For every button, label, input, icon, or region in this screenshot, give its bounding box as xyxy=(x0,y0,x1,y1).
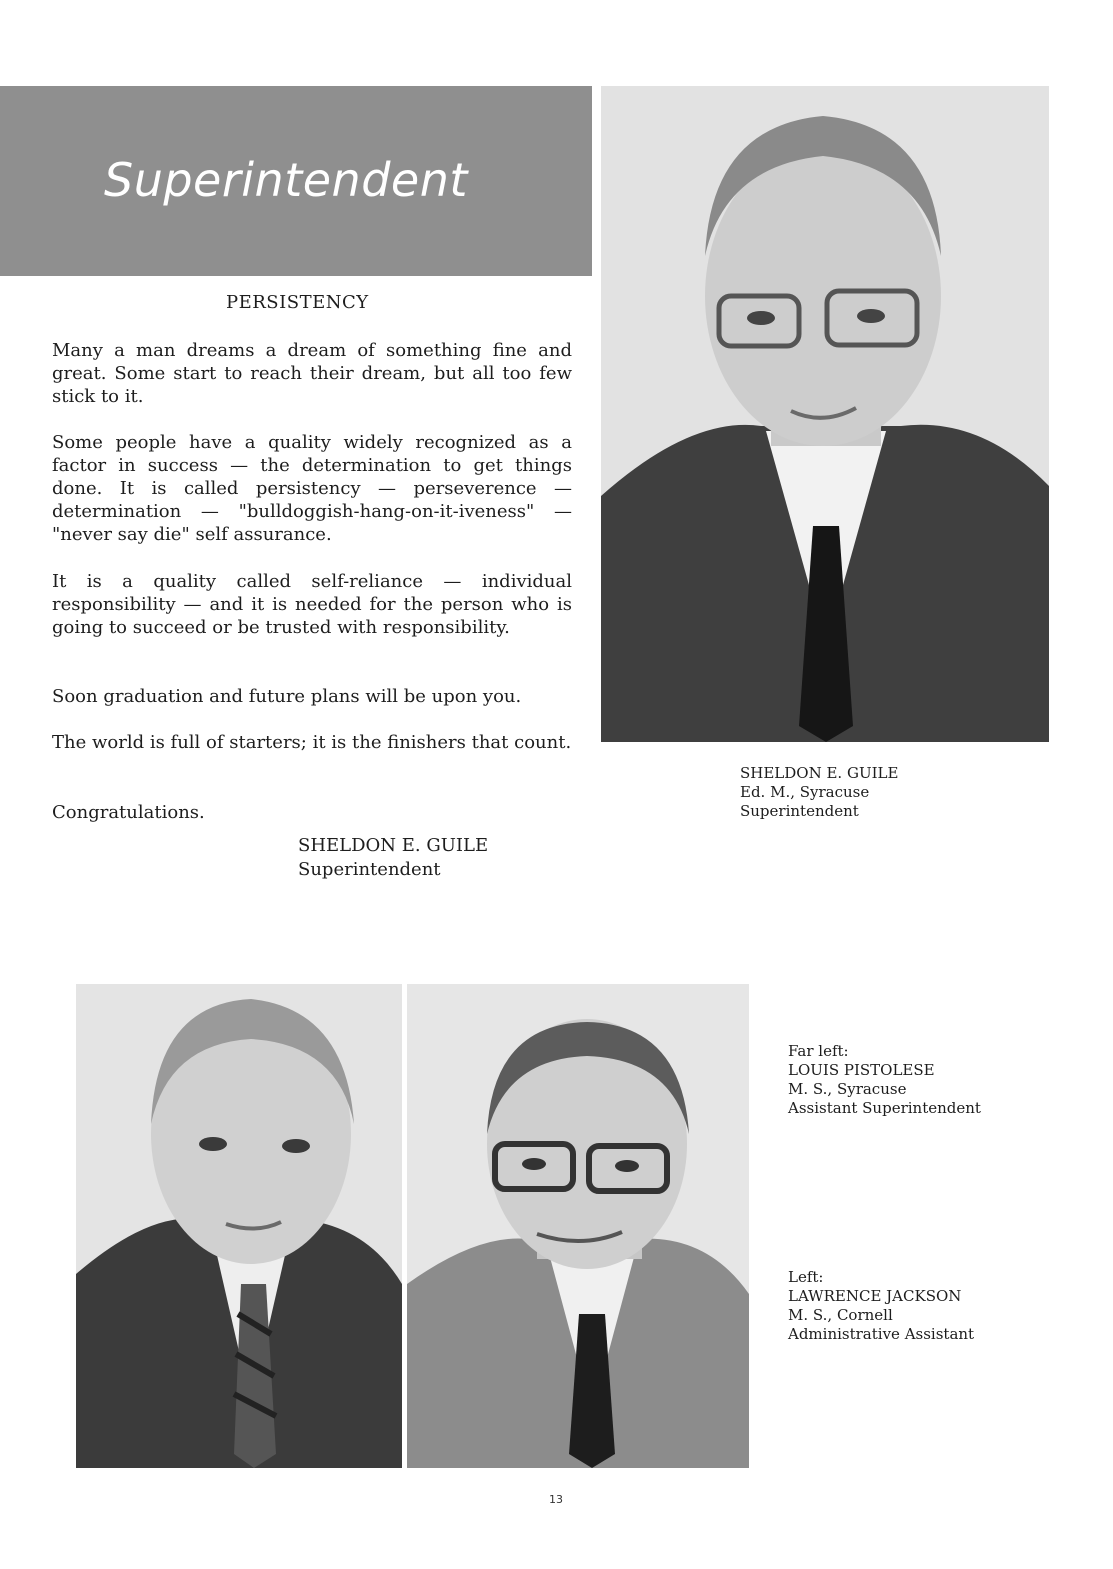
caption-line: Left: xyxy=(788,1268,824,1286)
caption-line: M. S., Syracuse xyxy=(788,1080,907,1098)
message-paragraph: It is a quality called self-reliance — individual responsibility — and it is needed for the person who is going to succeed or be trusted with responsibility. xyxy=(52,571,572,638)
caption-guile xyxy=(740,764,898,821)
caption-line: M. S., Cornell xyxy=(788,1306,893,1324)
message-title: PERSISTENCY xyxy=(226,292,369,313)
signature-title: Superintendent xyxy=(298,859,441,880)
caption-line: Ed. M., Syracuse xyxy=(740,783,870,801)
caption-jackson xyxy=(788,1268,974,1344)
signature-name: SHELDON E. GUILE xyxy=(298,835,489,856)
message-paragraph: Some people have a quality widely recognized as a factor in success — the determination to get things done. It is called persistency — perseverence — determination — "bulldoggish-hang-on-it-iveness" — "never say die" self assurance. xyxy=(52,432,572,545)
caption-line: Far left: xyxy=(788,1042,849,1060)
caption-line: Assistant Superintendent xyxy=(788,1099,981,1117)
caption-line: LAWRENCE JACKSON xyxy=(788,1287,962,1305)
caption-line: Superintendent xyxy=(740,802,859,820)
portrait-photo-jackson xyxy=(407,984,749,1468)
message-paragraph: The world is full of starters; it is the finishers that count. xyxy=(52,732,572,753)
message-paragraph: Congratulations. xyxy=(52,802,205,823)
message-paragraph: Soon graduation and future plans will be upon you. xyxy=(52,686,522,707)
page-number: 13 xyxy=(549,1493,563,1506)
portrait-photo-pistolese xyxy=(76,984,402,1468)
portrait-photo-guile xyxy=(601,86,1049,742)
signature xyxy=(298,834,488,882)
caption-line: Administrative Assistant xyxy=(788,1325,975,1343)
caption-line: LOUIS PISTOLESE xyxy=(788,1061,935,1079)
caption-line: SHELDON E. GUILE xyxy=(740,764,899,782)
message-paragraph: Many a man dreams a dream of something fine and great. Some start to reach their dream, but all too few stick to it. xyxy=(52,340,572,407)
caption-pistolese xyxy=(788,1042,981,1118)
page-title: Superintendent xyxy=(104,153,468,207)
